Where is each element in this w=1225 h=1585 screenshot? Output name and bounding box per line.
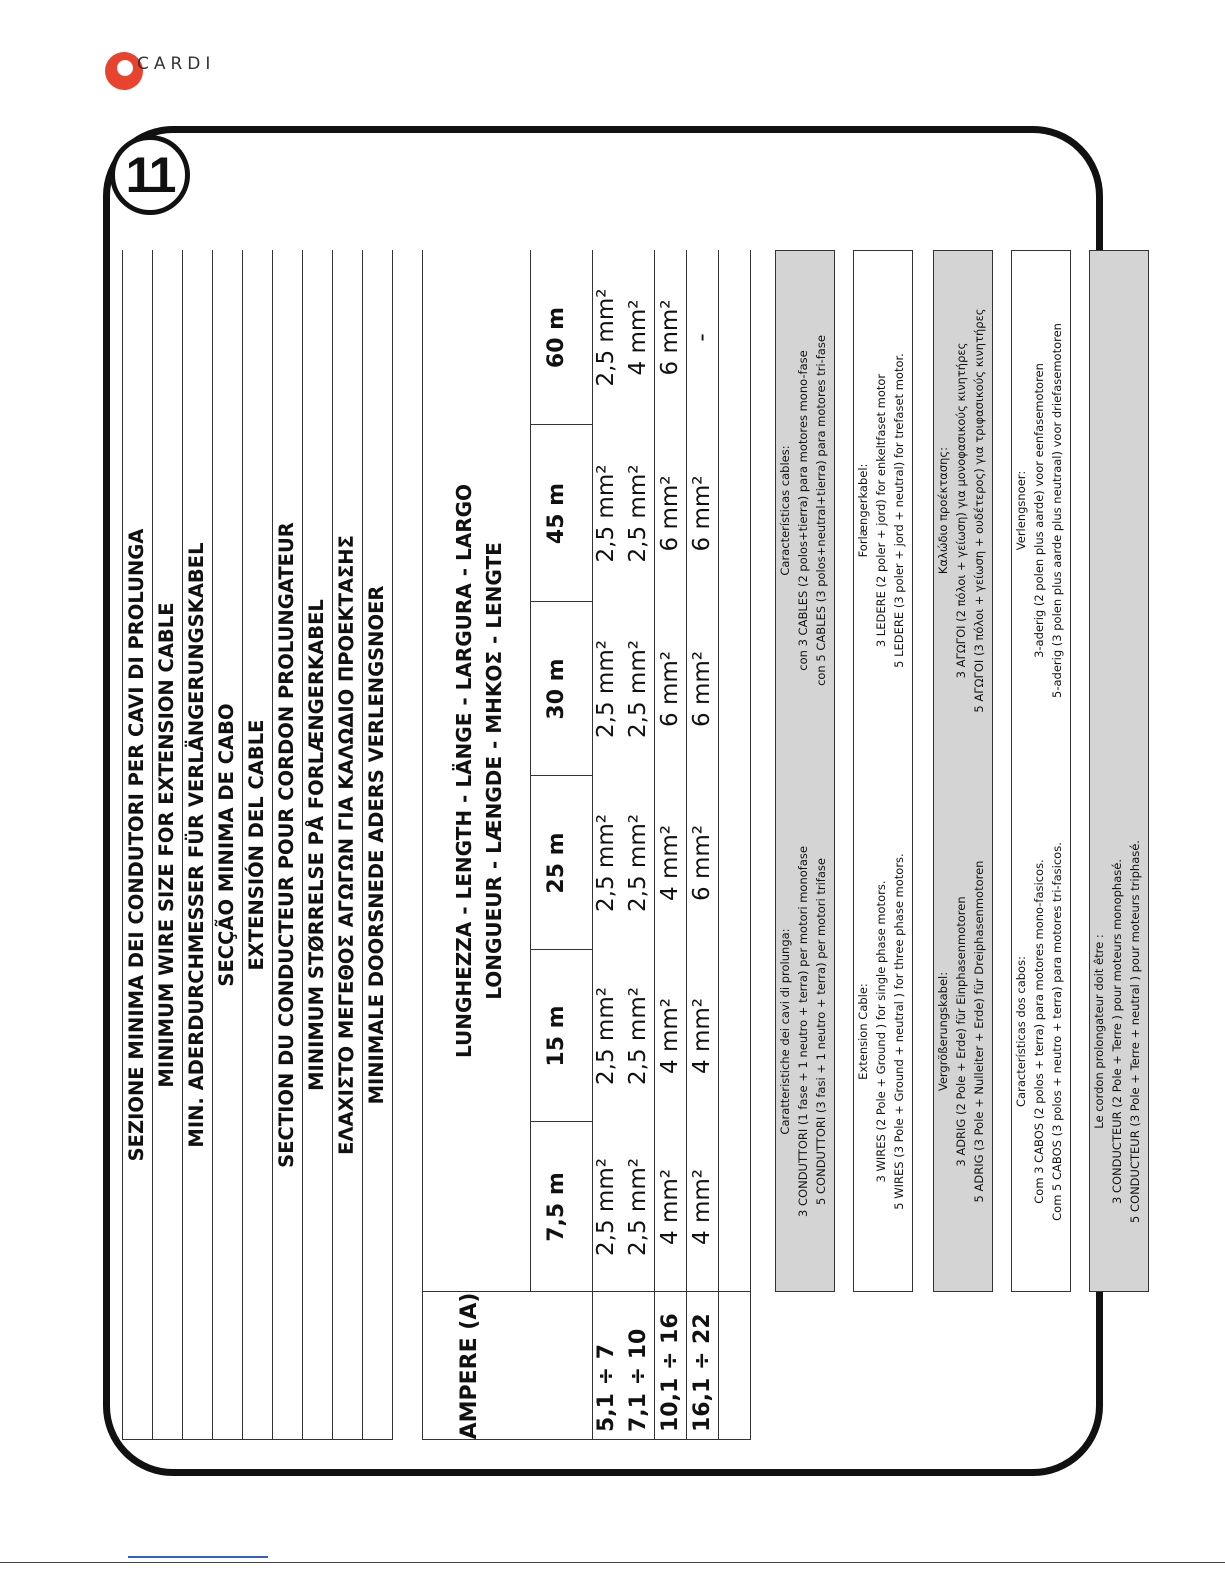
- note-text: Καλώδιο προέκτασης:: [936, 446, 950, 575]
- ampere-range: 10,1 ÷ 16: [658, 1313, 683, 1432]
- note-text: 3-aderig (2 polen plus aarde) voor eenfasemotoren: [1032, 363, 1046, 658]
- wire-size-cell: 6 mm²: [657, 299, 683, 376]
- note-text: 5 CONDUTTORI (3 fasi + 1 neutro + terra) per motori trifase: [814, 858, 828, 1205]
- wire-size-cell: 6 mm²: [657, 651, 683, 727]
- title-line: EXTENSIÓN DEL CABLE: [245, 719, 268, 971]
- wire-size-cell: 2,5 mm²: [625, 640, 651, 738]
- ampere-range: 7,1 ÷ 10: [626, 1328, 651, 1432]
- title-left-border: [122, 1439, 392, 1440]
- wire-size-cell: 2,5 mm²: [625, 987, 651, 1085]
- wire-size-cell: 4 mm²: [657, 1169, 683, 1245]
- table-row-divider: [718, 250, 719, 1440]
- wire-size-cell: 2,5 mm²: [625, 814, 651, 912]
- note-text: 5 ΑΓΩΓΟΙ (3 πόλοι + γείωση + ουδέτερος) για τριφασικούς κινητήρες: [972, 308, 986, 713]
- ampere-header: AMPERE (A): [457, 1292, 482, 1440]
- note-text: 3 ADRIG (2 Pole + Erde) für Einphasenmotoren: [954, 896, 968, 1167]
- length-header-1: LUNGHEZZA - LENGTH - LÄNGE - LARGURA - LARGO: [452, 483, 476, 1059]
- wire-size-cell: 6 mm²: [689, 651, 715, 727]
- wire-size-cell: 2,5 mm²: [593, 464, 619, 563]
- wire-size-cell: -: [689, 333, 715, 342]
- ampere-range: 5,1 ÷ 7: [594, 1343, 619, 1432]
- note-text: 3 CONDUCTEUR (2 Pole + Terre ) pour moteurs monophasé.: [1110, 859, 1124, 1204]
- wire-size-cell: 2,5 mm²: [625, 1158, 651, 1256]
- wire-size-cell: 4 mm²: [657, 825, 683, 901]
- note-text: 3 LEDERE (2 poler + jord) for enkeltfaset motor: [874, 373, 888, 648]
- footer-divider: [0, 1562, 1225, 1563]
- length-column-header: 15 m: [544, 1005, 569, 1067]
- note-text: 5 CONDUCTEUR (3 Pole + Terre + neutral ) pour moteurs triphasé.: [1128, 840, 1142, 1223]
- note-text: Características cables:: [778, 445, 792, 576]
- table-row-divider: [654, 250, 655, 1440]
- note-text: Vergrößerungskabel:: [936, 971, 950, 1092]
- length-column-header: 30 m: [544, 658, 569, 720]
- note-text: 5-aderig (3 polen plus aarde plus neutraal) voor driefasemotoren: [1050, 323, 1064, 698]
- ampere-range: 16,1 ÷ 22: [690, 1313, 715, 1432]
- wire-size-cell: 2,5 mm²: [593, 640, 619, 738]
- table-row-divider: [750, 250, 751, 1440]
- footer-link-underline: [128, 1556, 268, 1558]
- note-text: Com 3 CABOS (2 polos + terra) para motores mono-fasicos.: [1032, 859, 1046, 1204]
- wire-size-cell: 2,5 mm²: [593, 814, 619, 912]
- title-line: MINIMUM WIRE SIZE FOR EXTENSION CABLE: [155, 602, 178, 1088]
- note-text: Extension Cable:: [856, 983, 870, 1080]
- title-line: SECTION DU CONDUCTEUR POUR CORDON PROLUNGATEUR: [275, 522, 298, 1168]
- note-text: 5 WIRES (3 Pole + Ground + neutral ) for three phase motors.: [892, 853, 906, 1210]
- logo-text: CARDI: [137, 54, 216, 74]
- table-border-top: [422, 250, 423, 1440]
- title-line: SECÇÃO MINIMA DE CABO: [215, 703, 238, 987]
- note-text: 5 LEDERE (3 poler + jord + neutral) for trefaset motor.: [892, 353, 906, 668]
- length-column-header: 60 m: [544, 306, 569, 369]
- title-line: MINIMALE DOORSNEDE ADERS VERLENGSNOER: [365, 585, 388, 1105]
- note-text: Características dos cabos:: [1014, 956, 1028, 1107]
- length-column-header: 45 m: [544, 482, 569, 545]
- title-line: SEZIONE MINIMA DEI CONDUTORI PER CAVI DI PROLUNGA: [125, 528, 148, 1162]
- wire-size-cell: 4 mm²: [657, 998, 683, 1074]
- length-column-header: 7,5 m: [544, 1172, 569, 1242]
- wire-size-cell: 2,5 mm²: [593, 288, 619, 387]
- note-text: Le cordon prolongateur doit être :: [1092, 934, 1106, 1129]
- note-text: Caratteristiche dei cavi di prolunga:: [778, 928, 792, 1135]
- wire-size-cell: 6 mm²: [689, 475, 715, 552]
- page-number: 11: [110, 135, 190, 215]
- title-divider: [392, 250, 393, 1440]
- wire-size-cell: 4 mm²: [689, 1169, 715, 1245]
- note-text: 3 CONDUTTORI (1 fase + 1 neutro + terra) per motori monofase: [796, 846, 810, 1217]
- title-line: MINIMUM STØRRELSE PÅ FORLÆNGERKABEL: [305, 599, 328, 1091]
- table-row-divider: [686, 250, 687, 1440]
- title-line: MIN. ADERDURCHMESSER FÜR VERLÄNGERUNGSKABEL: [185, 542, 208, 1148]
- title-line: ΕΛΑΧΙΣΤΟ ΜΕΓΕΘΟΣ ΑΓΩΓΩΝ ΓΙΑ ΚΑΛΩΔΙΟ ΠΡΟΕΚΤΑΣΗΣ: [335, 535, 358, 1155]
- note-text: Com 5 CABOS (3 polos + neutro + terra) para motores tri-fasicos.: [1050, 842, 1064, 1221]
- wire-size-cell: 2,5 mm²: [625, 464, 651, 563]
- wire-size-cell: 4 mm²: [689, 998, 715, 1074]
- note-text: con 3 CABLES (2 polos+tierra) para motores mono-fase: [796, 350, 810, 671]
- cardi-logo: [105, 52, 225, 92]
- length-column-header: 25 m: [544, 832, 569, 894]
- note-text: 3 WIRES (2 Pole + Ground ) for single phase motors.: [874, 880, 888, 1183]
- wire-size-cell: 2,5 mm²: [593, 987, 619, 1085]
- rotated-content: [122, 250, 1142, 1440]
- header-divider: [530, 250, 531, 1292]
- length-header-2: LONGUEUR - LÆNGDE - ΜΗΚΟΣ - LENGTE: [482, 542, 506, 1000]
- wire-size-cell: 6 mm²: [657, 475, 683, 552]
- wire-size-cell: 4 mm²: [625, 299, 651, 376]
- note-text: 3 ΑΓΩΓΟΙ (2 πόλοι + γείωση) για μονοφασικούς κινητήρες: [954, 342, 968, 679]
- note-text: con 5 CABLES (3 polos+neutral+tierra) para motores tri-fase: [814, 335, 828, 686]
- wire-size-cell: 2,5 mm²: [593, 1158, 619, 1256]
- wire-size-cell: 6 mm²: [689, 825, 715, 901]
- note-text: Forlængerkabel:: [856, 463, 870, 558]
- note-text: 5 ADRIG (3 Pole + Nulleiter + Erde) für Dreiphasenmotoren: [972, 860, 986, 1203]
- note-text: Verlengsnoer:: [1014, 470, 1028, 551]
